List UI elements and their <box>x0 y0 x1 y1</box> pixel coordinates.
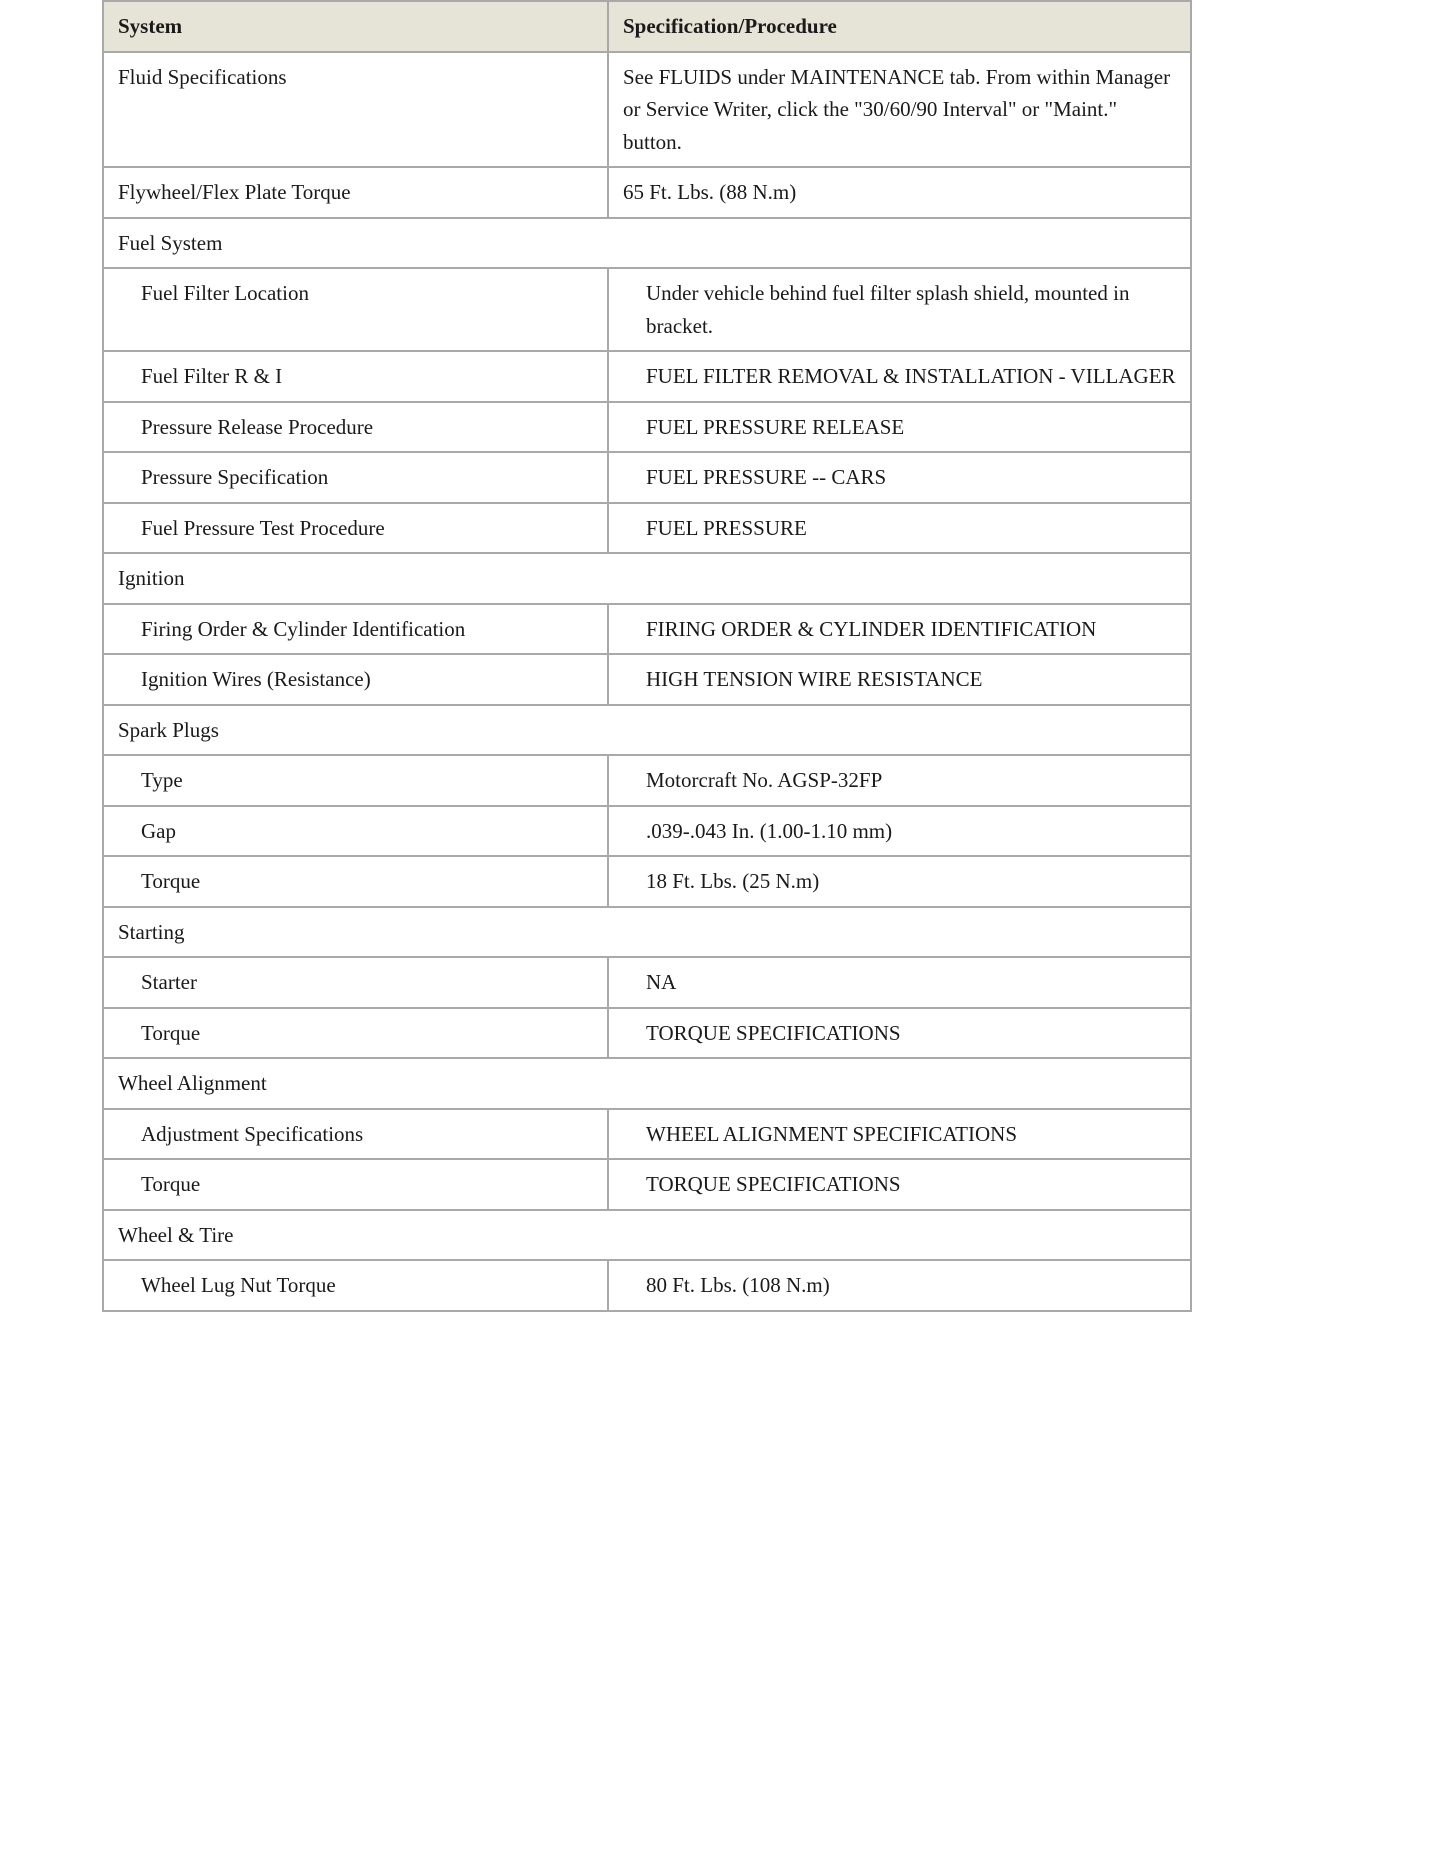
table-row <box>103 52 1191 168</box>
section-row <box>103 218 1191 269</box>
table-row <box>103 957 1191 1008</box>
section-heading: Wheel & Tire <box>103 1210 1191 1261</box>
header-row <box>103 1 1191 52</box>
table-row <box>103 806 1191 857</box>
section-heading: Spark Plugs <box>103 705 1191 756</box>
table-row <box>103 268 1191 351</box>
specification-cell: HIGH TENSION WIRE RESISTANCE <box>608 654 1191 705</box>
section-row <box>103 705 1191 756</box>
table-row <box>103 856 1191 907</box>
system-cell: Type <box>103 755 608 806</box>
table-row <box>103 402 1191 453</box>
system-cell: Starter <box>103 957 608 1008</box>
system-cell: Wheel Lug Nut Torque <box>103 1260 608 1311</box>
specification-cell: See FLUIDS under MAINTENANCE tab. From within Manager or Service Writer, click the "30/60/90 Interval" or "Maint." button. <box>608 52 1191 168</box>
specifications-table <box>102 0 1192 1312</box>
section-row <box>103 1210 1191 1261</box>
specification-cell: FUEL PRESSURE -- CARS <box>608 452 1191 503</box>
table-row <box>103 654 1191 705</box>
system-cell: Pressure Release Procedure <box>103 402 608 453</box>
specification-cell: WHEEL ALIGNMENT SPECIFICATIONS <box>608 1109 1191 1160</box>
table-row <box>103 1159 1191 1210</box>
table-header <box>103 1 1191 52</box>
specification-cell: .039-.043 In. (1.00-1.10 mm) <box>608 806 1191 857</box>
specification-cell: 65 Ft. Lbs. (88 N.m) <box>608 167 1191 218</box>
table-row <box>103 1260 1191 1311</box>
specification-cell: TORQUE SPECIFICATIONS <box>608 1008 1191 1059</box>
specification-cell: TORQUE SPECIFICATIONS <box>608 1159 1191 1210</box>
table-row <box>103 351 1191 402</box>
system-cell: Gap <box>103 806 608 857</box>
section-heading: Ignition <box>103 553 1191 604</box>
system-cell: Fluid Specifications <box>103 52 608 168</box>
section-heading: Wheel Alignment <box>103 1058 1191 1109</box>
table-row <box>103 452 1191 503</box>
system-cell: Torque <box>103 1159 608 1210</box>
table-row <box>103 604 1191 655</box>
system-cell: Torque <box>103 1008 608 1059</box>
specification-cell: Motorcraft No. AGSP-32FP <box>608 755 1191 806</box>
specification-cell: FUEL FILTER REMOVAL & INSTALLATION - VILLAGER <box>608 351 1191 402</box>
system-cell: Ignition Wires (Resistance) <box>103 654 608 705</box>
specification-cell: NA <box>608 957 1191 1008</box>
specification-cell: 18 Ft. Lbs. (25 N.m) <box>608 856 1191 907</box>
column-header-system: System <box>103 1 608 52</box>
specification-cell: Under vehicle behind fuel filter splash shield, mounted in bracket. <box>608 268 1191 351</box>
system-cell: Fuel Filter R & I <box>103 351 608 402</box>
section-heading: Starting <box>103 907 1191 958</box>
table-row <box>103 503 1191 554</box>
table-row <box>103 1008 1191 1059</box>
specification-cell: 80 Ft. Lbs. (108 N.m) <box>608 1260 1191 1311</box>
section-row <box>103 1058 1191 1109</box>
table-body <box>103 52 1191 1311</box>
table-row <box>103 755 1191 806</box>
specification-cell: FUEL PRESSURE <box>608 503 1191 554</box>
specification-cell: FUEL PRESSURE RELEASE <box>608 402 1191 453</box>
specification-cell: FIRING ORDER & CYLINDER IDENTIFICATION <box>608 604 1191 655</box>
section-row <box>103 553 1191 604</box>
system-cell: Torque <box>103 856 608 907</box>
column-header-specification: Specification/Procedure <box>608 1 1191 52</box>
section-heading: Fuel System <box>103 218 1191 269</box>
system-cell: Pressure Specification <box>103 452 608 503</box>
system-cell: Flywheel/Flex Plate Torque <box>103 167 608 218</box>
system-cell: Adjustment Specifications <box>103 1109 608 1160</box>
table-row <box>103 1109 1191 1160</box>
table-row <box>103 167 1191 218</box>
system-cell: Fuel Pressure Test Procedure <box>103 503 608 554</box>
system-cell: Fuel Filter Location <box>103 268 608 351</box>
system-cell: Firing Order & Cylinder Identification <box>103 604 608 655</box>
section-row <box>103 907 1191 958</box>
